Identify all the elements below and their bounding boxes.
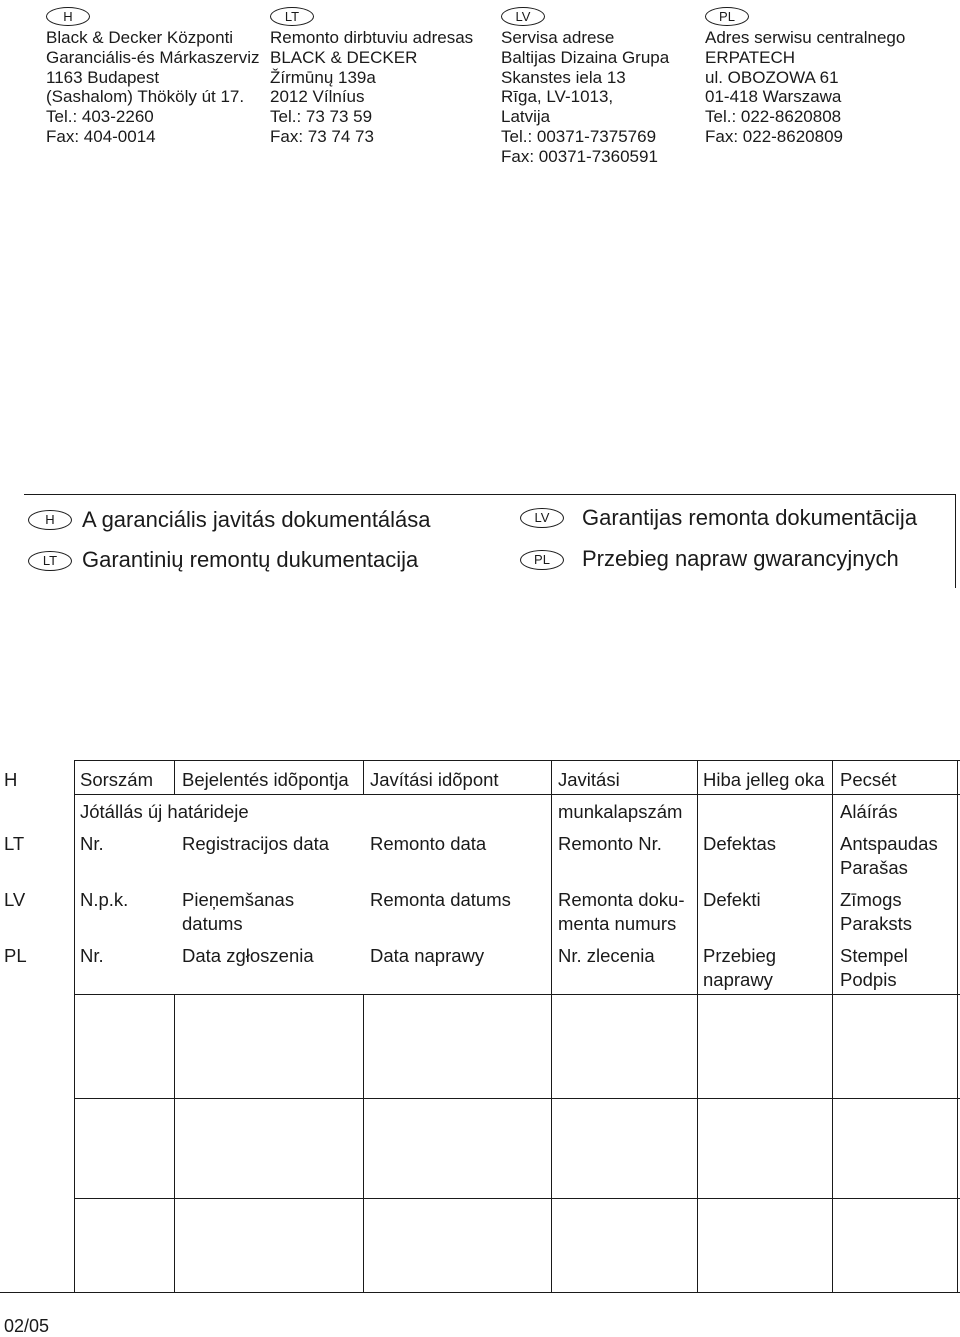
col-worksheet: Javitási [558, 769, 620, 790]
title-lt: Garantinių remontų dukumentacija [82, 547, 419, 572]
address-block-lv [501, 6, 669, 167]
grid-line [74, 1198, 960, 1199]
address-line: 2012 Vílníus [270, 87, 365, 107]
address-block-lt [270, 6, 473, 147]
col-no: Nr. [80, 945, 104, 966]
address-line: Fax: 73 74 73 [270, 126, 374, 146]
lang-badge-h: H [46, 7, 90, 26]
address-line: Baltijas Dizaina Grupa [501, 47, 670, 67]
address-line: Tel.: 00371-7375769 [501, 126, 657, 146]
col-stamp: Pecsét [840, 769, 897, 790]
col-stamp: Antspaudas [840, 833, 938, 854]
col-report-date-2: datums [182, 913, 243, 934]
address-block-pl [705, 6, 905, 147]
col-worksheet-2: menta numurs [558, 913, 677, 934]
lang-badge-lv: LV [501, 7, 545, 26]
grid-line [363, 760, 364, 794]
col-warranty-deadline: Jótállás új határideje [80, 801, 249, 822]
col-report-date: Data zgłoszenia [182, 945, 314, 966]
address-line: Black & Decker Központi [46, 28, 234, 47]
grid-line [174, 994, 175, 1292]
col-signature: Paraksts [840, 913, 912, 934]
lang-badge-h: H [28, 510, 72, 530]
address-line: BLACK & DECKER [270, 47, 418, 67]
lang-badge-pl: PL [705, 7, 749, 26]
col-no: Nr. [80, 833, 104, 854]
col-repair-date: Javítási idõpont [370, 769, 499, 790]
row-lang-lt: LT [4, 833, 25, 854]
grid-line [74, 1098, 960, 1099]
address-line: Servisa adrese [501, 28, 615, 47]
grid-line [957, 760, 958, 1292]
col-report-date: Pieņemšanas [182, 889, 295, 910]
lang-badge-lt: LT [28, 551, 72, 571]
title-pl: Przebieg napraw gwarancyjnych [582, 546, 899, 571]
col-worksheet: Remonta doku- [558, 889, 685, 910]
row-lang-h: H [4, 769, 18, 790]
grid-line [832, 760, 833, 1292]
col-stamp: Stempel [840, 945, 908, 966]
col-repair-date: Remonto data [370, 833, 487, 854]
grid-line [0, 1292, 960, 1293]
col-worksheet: Remonto Nr. [558, 833, 662, 854]
col-signature: Aláírás [840, 801, 898, 822]
grid-line [363, 994, 364, 1292]
col-no: N.p.k. [80, 889, 129, 910]
address-line: Garanciális-és Márkaszerviz [46, 47, 260, 67]
title-lv: Garantijas remonta dokumentācija [582, 505, 918, 530]
col-repair-date: Data naprawy [370, 945, 485, 966]
document-code: 02/05 [4, 1316, 50, 1336]
address-line: Adres serwisu centralnego [705, 28, 906, 47]
address-line: Tel.: 73 73 59 [270, 107, 373, 127]
col-defect: Hiba jelleg oka [703, 769, 825, 790]
grid-line [697, 760, 698, 1292]
address-line: Tel.: 022-8620808 [705, 107, 842, 127]
row-lang-pl: PL [4, 945, 27, 966]
col-stamp: Zīmogs [840, 889, 902, 910]
title-box [24, 494, 956, 588]
address-line: Žírmūnų 139a [270, 67, 376, 87]
col-signature: Parašas [840, 857, 908, 878]
lang-badge-lt: LT [270, 7, 314, 26]
address-line: 01-418 Warszawa [705, 87, 842, 107]
col-defect: Defektas [703, 833, 777, 854]
address-line: 1163 Budapest [46, 67, 160, 87]
col-defect: Przebieg [703, 945, 777, 966]
grid-line [74, 760, 960, 761]
col-no: Sorszám [80, 769, 153, 790]
address-line: ul. OBOZOWA 61 [705, 67, 839, 87]
col-report-date: Registracijos data [182, 833, 330, 854]
lang-badge-lv: LV [520, 508, 564, 528]
col-worksheet: Nr. zlecenia [558, 945, 655, 966]
address-block-hu [46, 6, 260, 147]
grid-line [74, 994, 960, 995]
col-report-date: Bejelentés idõpontja [182, 769, 349, 790]
address-line: Tel.: 403-2260 [46, 107, 154, 127]
grid-line [174, 760, 175, 794]
address-line: ERPATECH [705, 47, 796, 67]
grid-line [74, 760, 75, 1292]
address-line: Skanstes iela 13 [501, 67, 626, 87]
grid-line [74, 794, 960, 795]
lang-badge-pl: PL [520, 550, 564, 570]
address-line: Latvija [501, 107, 551, 127]
address-line: (Sashalom) Thököly út 17. [46, 87, 245, 107]
address-line: Fax: 022-8620809 [705, 126, 843, 146]
address-line: Rīga, LV-1013, [501, 87, 614, 107]
address-line: Fax: 404-0014 [46, 126, 156, 146]
address-line: Fax: 00371-7360591 [501, 146, 658, 166]
col-repair-date: Remonta datums [370, 889, 511, 910]
grid-line [551, 760, 552, 1292]
col-signature: Podpis [840, 969, 897, 990]
col-worksheet-2: munkalapszám [558, 801, 683, 822]
col-defect: Defekti [703, 889, 761, 910]
row-lang-lv: LV [4, 889, 26, 910]
col-defect-2: naprawy [703, 969, 773, 990]
title-hu: A garanciális javitás dokumentálása [82, 507, 431, 532]
address-line: Remonto dirbtuviu adresas [270, 28, 474, 47]
